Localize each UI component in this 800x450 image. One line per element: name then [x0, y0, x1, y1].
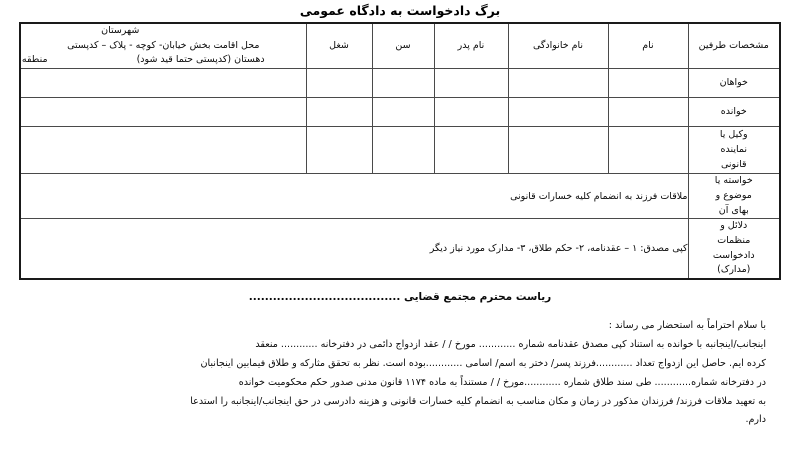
header-parties: مشخصات طرفین — [688, 23, 780, 69]
paragraph-line-3: در دفترخانه شماره............ طی سند طلاق شماره ............مورخ / / مستنداً به ماده ۱۱۷۴ قانون مدنی صدور حکم محکومیت خوانده — [238, 376, 766, 388]
header-father-name: نام پدر — [434, 23, 508, 69]
paragraph-line-5: دارم. — [745, 414, 766, 426]
row-label-subject — [688, 174, 780, 219]
cell-plaintiff-first-name[interactable] — [608, 69, 688, 98]
cell-plaintiff-last-name[interactable] — [508, 69, 608, 98]
cell-defendant-job[interactable] — [306, 98, 372, 127]
evidence-text: کپی مصدق: ۱ – عقدنامه، ۲- حکم طلاق، ۳- مدارک مورد نیاز دیگر — [429, 243, 688, 255]
table-row — [20, 98, 780, 127]
subject-label-line-2: موضوع و — [715, 189, 752, 201]
evidence-label-line-4: (مدارک) — [717, 264, 751, 276]
petition-table — [19, 22, 781, 280]
row-label-attorney — [688, 127, 780, 174]
paragraph-line-1: اینجانب/اینجانبه با خوانده به استناد کپی مصدق عقدنامه شماره ............ مورخ / / عقد ازدواج دائمی در دفترخانه ............ منعقد — [255, 339, 766, 351]
cell-plaintiff-residence[interactable] — [20, 69, 306, 98]
header-age: سن — [372, 23, 434, 69]
cell-defendant-first-name[interactable] — [608, 98, 688, 127]
cell-defendant-last-name[interactable] — [508, 98, 608, 127]
attorney-label-line-2: نماینده — [720, 143, 747, 155]
evidence-label-line-1: دلائل و — [720, 220, 748, 232]
cell-evidence-value[interactable] — [20, 219, 688, 279]
cell-attorney-last-name[interactable] — [508, 127, 608, 174]
header-last-name: نام خانوادگی — [508, 23, 608, 69]
cell-plaintiff-age[interactable] — [372, 69, 434, 98]
cell-defendant-residence[interactable] — [20, 98, 306, 127]
table-row-subject — [20, 174, 780, 219]
header-first-name: نام — [608, 23, 688, 69]
cell-attorney-residence[interactable] — [20, 127, 306, 174]
residence-line-1: شهرستان — [101, 25, 140, 36]
cell-plaintiff-father-name[interactable] — [434, 69, 508, 98]
evidence-label-line-3: دادخواست — [712, 249, 755, 261]
petition-paragraph — [20, 336, 780, 430]
header-residence — [20, 23, 306, 69]
cell-plaintiff-job[interactable] — [306, 69, 372, 98]
paragraph-line-4: به تعهید ملاقات فرزند/ فرزندان مذکور در زمان و مکان مناسب به انضمام کلیه خسارات قانونی و هزینه دادرسی در حق اینجانب/اینجانبه را استدعا — [190, 395, 766, 407]
table-row — [20, 69, 780, 98]
header-job: شغل — [306, 23, 372, 69]
residence-line-2: محل اقامت بخش خیابان- کوچه - پلاک – کدپستی — [67, 39, 260, 51]
subject-label-line-3: بهای آن — [718, 204, 749, 216]
residence-line-4: منطقه — [21, 54, 48, 66]
petition-body — [20, 280, 780, 430]
addressee-line: ریاست محترم مجتمع قضایی ...................................... — [248, 291, 552, 304]
cell-attorney-job[interactable] — [306, 127, 372, 174]
cell-attorney-first-name[interactable] — [608, 127, 688, 174]
cell-defendant-father-name[interactable] — [434, 98, 508, 127]
table-header-row — [20, 23, 780, 69]
greeting-line: با سلام احتراماً به استحضار می رساند : — [608, 320, 766, 332]
paragraph-line-2: کرده ایم. حاصل این ازدواج تعداد ............فرزند پسر/ دختر به اسم/ اسامی ............بوده است. نظر به تحقق مثارکه و طلاق فیمابین اینجانبان — [200, 358, 766, 370]
subject-label-line-1: خواسته یا — [714, 175, 753, 187]
cell-attorney-father-name[interactable] — [434, 127, 508, 174]
row-label-plaintiff: خواهان — [688, 69, 780, 98]
cell-defendant-age[interactable] — [372, 98, 434, 127]
table-row — [20, 127, 780, 174]
residence-line-3: دهستان (کدپستی حتما قید شود) — [136, 54, 265, 66]
evidence-label-line-2: منظمات — [717, 235, 751, 247]
row-label-evidence — [688, 219, 780, 279]
cell-attorney-age[interactable] — [372, 127, 434, 174]
page-title: برگ دادخواست به دادگاه عمومی — [299, 3, 501, 18]
row-label-defendant: خوانده — [688, 98, 780, 127]
attorney-label-line-1: وکیل یا — [719, 129, 748, 141]
table-row-evidence — [20, 219, 780, 279]
attorney-label-line-3: قانونی — [720, 158, 747, 170]
subject-text: ملاقات فرزند به انضمام کلیه خسارات قانونی — [510, 190, 688, 202]
cell-subject-value[interactable] — [20, 174, 688, 219]
